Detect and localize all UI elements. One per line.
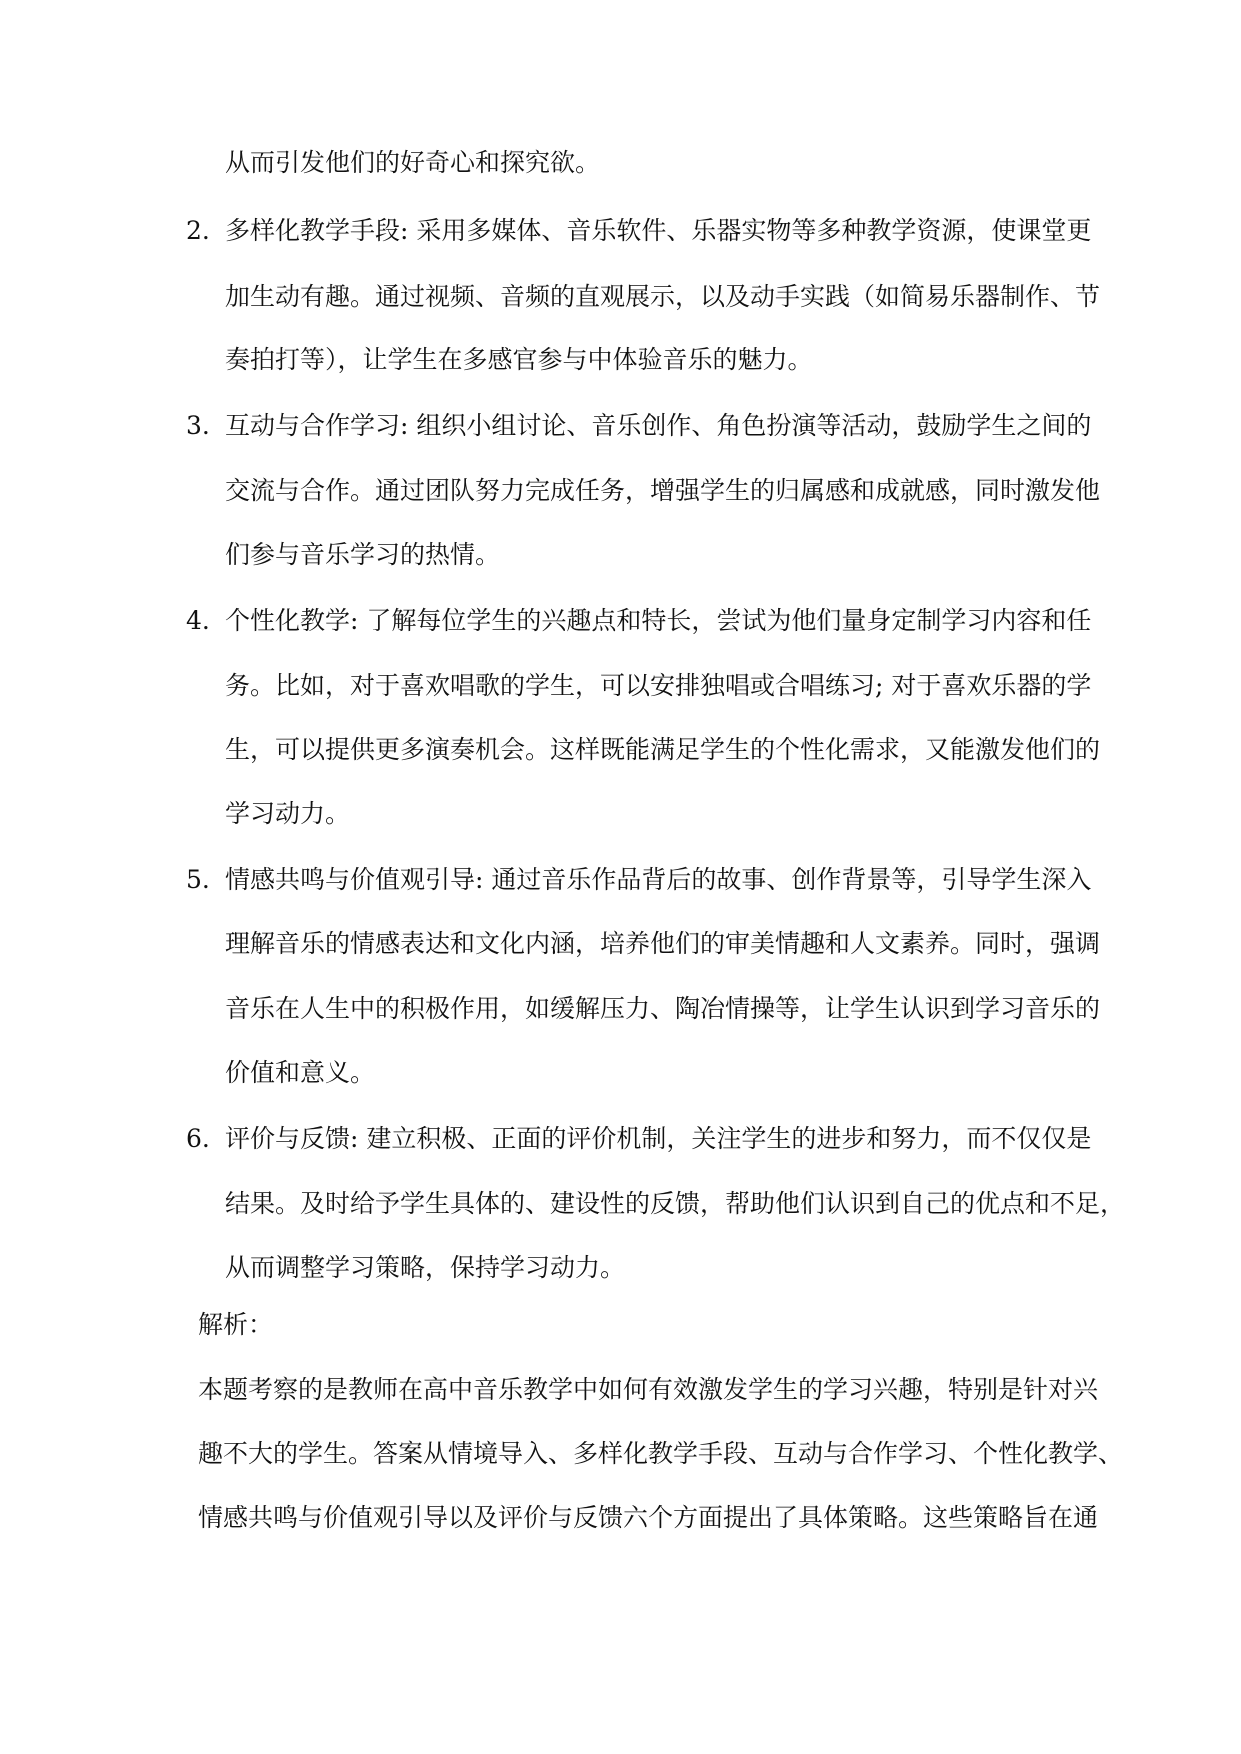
item-5-line-1: 情感共鸣与价值观引导: 通过音乐作品背后的故事、创作背景等，引导学生深入 — [225, 865, 1092, 894]
item-5-line-4: 价值和意义。 — [225, 1058, 376, 1087]
item-4-number: 4. — [186, 606, 210, 635]
item-2-number: 2. — [186, 216, 210, 245]
item-5-line-2: 理解音乐的情感表达和文化内涵，培养他们的审美情趣和人文素养。同时，强调 — [225, 929, 1101, 958]
item-3-line-1: 互动与合作学习: 组织小组讨论、音乐创作、角色扮演等活动，鼓励学生之间的 — [225, 411, 1092, 440]
item-5-number: 5. — [186, 865, 210, 894]
item-4-line-1: 个性化教学: 了解每位学生的兴趣点和特长，尝试为他们量身定制学习内容和任 — [225, 606, 1092, 635]
analysis-line-1: 本题考察的是教师在高中音乐教学中如何有效激发学生的学习兴趣，特别是针对兴 — [198, 1375, 1099, 1404]
analysis-line-3: 情感共鸣与价值观引导以及评价与反馈六个方面提出了具体策略。这些策略旨在通 — [198, 1503, 1099, 1532]
item-3-line-3: 们参与音乐学习的热情。 — [225, 540, 501, 569]
item-2-line-1: 多样化教学手段: 采用多媒体、音乐软件、乐器实物等多种教学资源，使课堂更 — [225, 216, 1092, 245]
item-3-line-2: 交流与合作。通过团队努力完成任务，增强学生的归属感和成就感，同时激发他 — [225, 476, 1101, 505]
item-6-line-1: 评价与反馈: 建立积极、正面的评价机制，关注学生的进步和努力，而不仅仅是 — [225, 1124, 1092, 1153]
item-2-line-2: 加生动有趣。通过视频、音频的直观展示，以及动手实践（如简易乐器制作、节 — [225, 282, 1101, 311]
item-5-line-3: 音乐在人生中的积极作用，如缓解压力、陶冶情操等，让学生认识到学习音乐的 — [225, 994, 1101, 1023]
item-3-number: 3. — [186, 411, 210, 440]
item-6-line-3: 从而调整学习策略，保持学习动力。 — [225, 1253, 626, 1282]
item-6-number: 6. — [186, 1124, 210, 1153]
analysis-heading: 解析： — [198, 1310, 274, 1339]
item-4-line-3: 生，可以提供更多演奏机会。这样既能满足学生的个性化需求，又能激发他们的 — [225, 735, 1101, 764]
item-6-line-2: 结果。及时给予学生具体的、建设性的反馈，帮助他们认识到自己的优点和不足， — [225, 1189, 1126, 1218]
item-1-continuation: 从而引发他们的好奇心和探究欲。 — [225, 148, 601, 177]
item-2-line-3: 奏拍打等），让学生在多感官参与中体验音乐的魅力。 — [225, 345, 813, 374]
item-4-line-4: 学习动力。 — [225, 799, 351, 828]
item-4-line-2: 务。比如，对于喜欢唱歌的学生，可以安排独唱或合唱练习; 对于喜欢乐器的学 — [225, 671, 1092, 700]
analysis-line-2: 趣不大的学生。答案从情境导入、多样化教学手段、互动与合作学习、个性化教学、 — [198, 1439, 1124, 1468]
